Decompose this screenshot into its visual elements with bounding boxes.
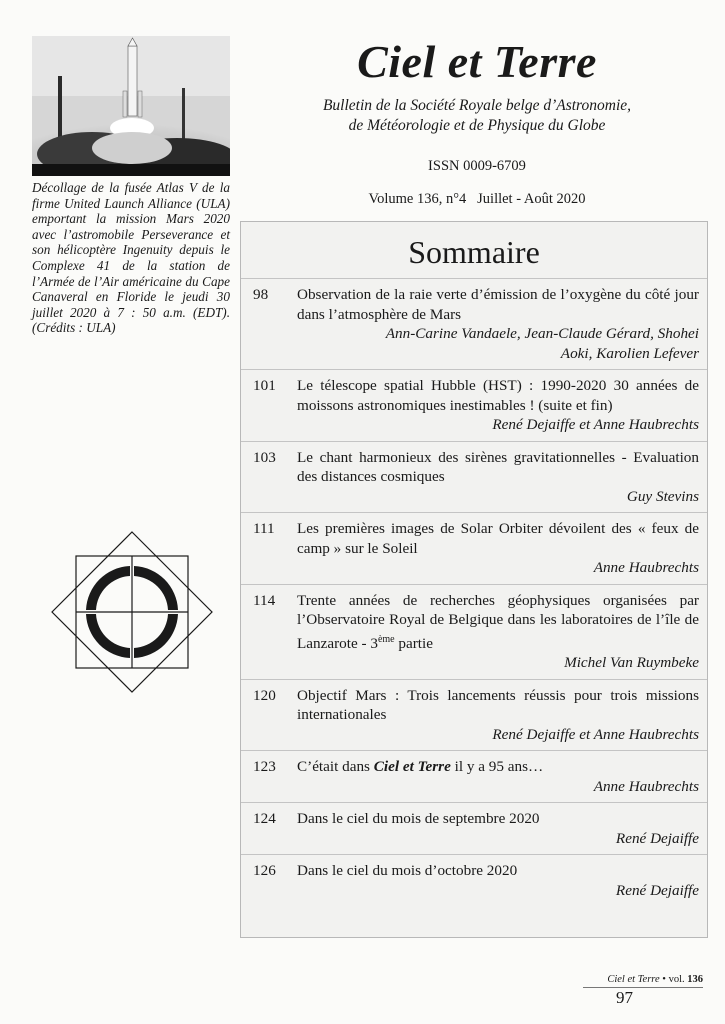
toc-entry-authors: Ann-Carine Vandaele, Jean-Claude Gérard, Shohei Aoki, Karolien Lefever [385,325,699,362]
toc-entry[interactable] [241,584,707,679]
toc-entry-title [297,591,699,654]
toc-entry-authors: René Dejaiffe [615,881,699,899]
toc-entry-title-pre: C’était dans [297,758,374,776]
toc-heading: Sommaire [408,234,540,270]
toc-entry-title: Le télescope spatial Hubble (HST) : 1990-2020 30 années de moissons astronomiques inestimables ! (suite et fin) [297,377,699,414]
issn: ISSN 0009-6709 [428,158,526,174]
toc-entry[interactable] [241,854,707,906]
footer-journal-info [583,974,703,985]
toc-entry[interactable] [241,802,707,854]
toc-entry-title: Dans le ciel du mois de septembre 2020 [297,810,540,828]
toc-entry-title-superscript: ème [377,633,395,645]
masthead [252,36,702,208]
toc-entry-title: Les premières images de Solar Orbiter dévoilent des « feux de camp » sur le Soleil [297,520,699,557]
subtitle-line-1: Bulletin de la Société Royale belge d’Astronomie, [322,97,632,114]
toc-entry-title: Dans le ciel du mois d’octobre 2020 [297,862,518,880]
toc-entry-title-tail: partie [394,634,433,652]
toc-page-number: 103 [253,448,276,466]
subtitle-line-2: de Météorologie et de Physique du Globe [348,117,606,134]
toc-page-number: 124 [253,810,276,828]
toc-entry-authors: Anne Haubrechts [593,559,699,576]
page-footer [583,974,703,1008]
toc-entry-title: Objectif Mars : Trois lancements réussis pour trois missions internationales [297,686,699,724]
toc-page-number: 114 [253,591,276,609]
toc-page-number: 120 [253,686,276,704]
geometric-ornament-icon [50,530,214,694]
toc-page-number: 126 [253,862,276,880]
table-of-contents [240,221,708,938]
page-number: 97 [616,988,633,1007]
footer-vol-number: 136 [687,974,703,985]
toc-entry-title-post: il y a 95 ans… [450,758,544,776]
toc-entry-authors: Michel Van Ruymbeke [564,654,699,672]
footer-vol-label: vol. [668,974,685,985]
toc-page-number: 98 [253,286,269,303]
toc-entry-authors: Guy Stevins [626,487,699,505]
cover-caption: Décollage de la fusée Atlas V de la firme United Launch Alliance (ULA) emportant la mission Mars 2020 avec l’astromobile Perseverance et son hélicoptère Ingenuity depuis le Complexe 41 de la station de l’Armée de l’Air américaine du Cape Canaveral en Floride le jeudi 30 juillet 2020 à 7 : 50 a.m. (EDT). (Crédits : ULA) [32,180,230,336]
cover-photo [32,36,230,176]
toc-entry-title-emphasis: Ciel et Terre [373,758,451,776]
volume-info: Volume 136, n°4 Juillet - Août 2020 [368,191,586,207]
toc-entry[interactable] [241,278,707,369]
journal-subtitle [252,96,702,136]
toc-page-number: 123 [253,758,276,776]
toc-entry[interactable] [241,679,707,751]
toc-entry-authors: René Dejaiffe et Anne Haubrechts [492,416,699,433]
rocket-launch-icon [32,36,230,176]
toc-page-number: 101 [253,377,276,394]
toc-entry[interactable] [241,512,707,584]
toc-entry-authors: René Dejaiffe [615,829,699,847]
toc-entry-title [297,757,699,777]
toc-entry[interactable] [241,441,707,513]
toc-entry-title: Le chant harmonieux des sirènes gravitationnelles - Evaluation des distances cosmiques [297,448,699,485]
journal-title: Ciel et Terre [357,36,597,87]
footer-bullet: • [662,974,666,985]
toc-entry-authors: Anne Haubrechts [593,777,699,795]
footer-journal-name: Ciel et Terre [607,974,660,985]
toc-entry-title-main: Trente années de recherches géophysiques organisées par l’Observatoire Royal de Belgique dans les laboratoires de l’île de Lanzarote - 3 [297,591,699,652]
toc-entry[interactable] [241,369,707,441]
toc-page-number: 111 [253,520,275,537]
toc-entry-authors: René Dejaiffe et Anne Haubrechts [492,725,699,743]
toc-entry-title: Observation de la raie verte d’émission de l’oxygène du côté jour dans l’atmosphère de Mars [297,286,699,323]
toc-entry[interactable] [241,750,707,802]
